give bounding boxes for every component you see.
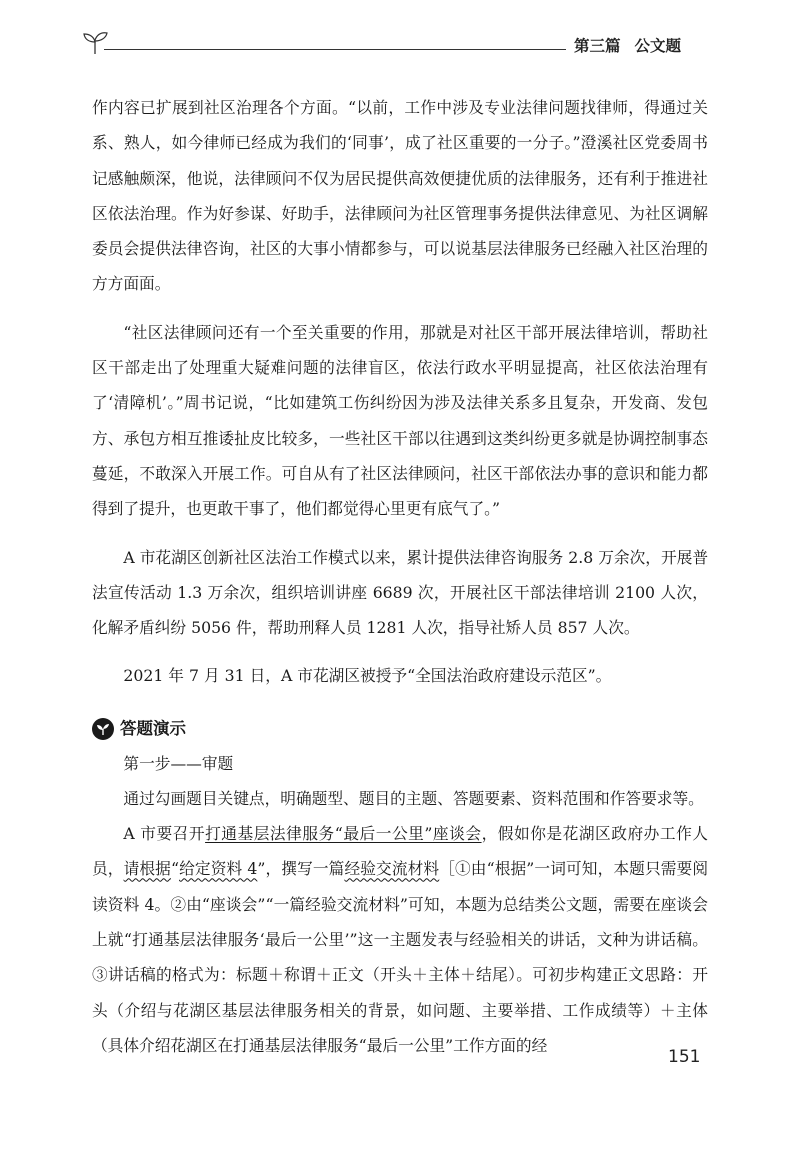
question-keyword: 请根据 — [123, 859, 171, 879]
sprout-icon — [82, 30, 108, 56]
section-title: 答题演示 — [120, 719, 186, 739]
header-part: 第三篇 — [574, 37, 621, 55]
question-paragraph — [92, 816, 708, 1063]
section-heading — [92, 712, 708, 746]
question-text: “ — [170, 859, 180, 879]
page-body — [92, 90, 708, 1063]
paragraph: 2021 年 7 月 31 日，A 市花湖区被授予“全国法治政府建设示范区”。 — [123, 666, 612, 686]
header-section: 公文题 — [634, 37, 682, 55]
question-text: ”，撰写一篇 — [257, 859, 345, 879]
page-header — [82, 28, 702, 62]
sprout-badge-icon — [92, 718, 114, 740]
question-material: 给定资料 4 — [179, 859, 258, 879]
question-analysis: ［①由“根据”一词可知，本题只需要阅读资料 4。②由“座谈会”“一篇经验交流材料”可知，本题为总结类公文题，需要在座谈会上就“打通基层法律服务‘最后一公里’”这一主题发表与经验相关的讲话，文种为讲话稿。③讲话稿的格式为：标题＋称谓＋正文（开头＋主体＋结尾）。可初步构建正文思路：开头（介绍与花湖区基层法律服务相关的背景，如问题、主要举措、工作成绩等）＋主体（具体介绍花湖区在打通基层法律服务“最后一公里”工作方面的经 — [92, 859, 709, 1055]
paragraph: A 市花湖区创新社区法治工作模式以来，累计提供法律咨询服务 2.8 万余次，开展普法宣传活动 1.3 万余次，组织培训讲座 6689 次，开展社区干部法律培训 2100 人次，化解矛盾纠纷 5056 件，帮助刑释人员 1281 人次，指导社矫人员 857 人次。 — [92, 547, 709, 638]
page-number: 151 — [668, 1047, 701, 1067]
question-genre: 经验交流材料 — [344, 859, 440, 879]
question-topic: 打通基层法律服务“最后一公里”座谈会 — [205, 824, 482, 844]
paragraph: 作内容已扩展到社区治理各个方面。“以前，工作中涉及专业法律问题找律师，得通过关系、熟人，如今律师已经成为我们的‘同事’，成了社区重要的一分子。”澄溪社区党委周书记感触颇深，他说，法律顾问不仅为居民提供高效便捷优质的法律服务，还有利于推进社区依法治理。作为好参谋、好助手，法律顾问为社区管理事务提供法律意见、为社区调解委员会提供法律咨询，社区的大事小情都参与，可以说基层法律服务已经融入社区治理的方方面面。 — [92, 98, 708, 294]
header-title — [574, 34, 681, 56]
question-text: ，假如你是花湖区政府办工作人员， — [92, 824, 708, 879]
step-intro: 通过勾画题目关键点，明确题型、题目的主题、答题要素、资料范围和作答要求等。 — [123, 788, 704, 808]
question-text: A 市要召开 — [123, 824, 206, 844]
header-rule — [104, 49, 566, 50]
paragraph: “社区法律顾问还有一个至关重要的作用，那就是对社区干部开展法律培训，帮助社区干部走出了处理重大疑难问题的法律盲区，依法行政水平明显提高，社区依法治理有了‘清障机’。”周书记说，“比如建筑工伤纠纷因为涉及法律关系多且复杂，开发商、发包方、承包方相互推诿扯皮比较多，一些社区干部以往遇到这类纠纷更多就是协调控制事态蔓延，不敢深入开展工作。可自从有了社区法律顾问，社区干部依法办事的意识和能力都得到了提升，也更敢干事了，他们都觉得心里更有底气了。” — [92, 322, 708, 519]
step-title: 第一步——审题 — [123, 753, 234, 773]
